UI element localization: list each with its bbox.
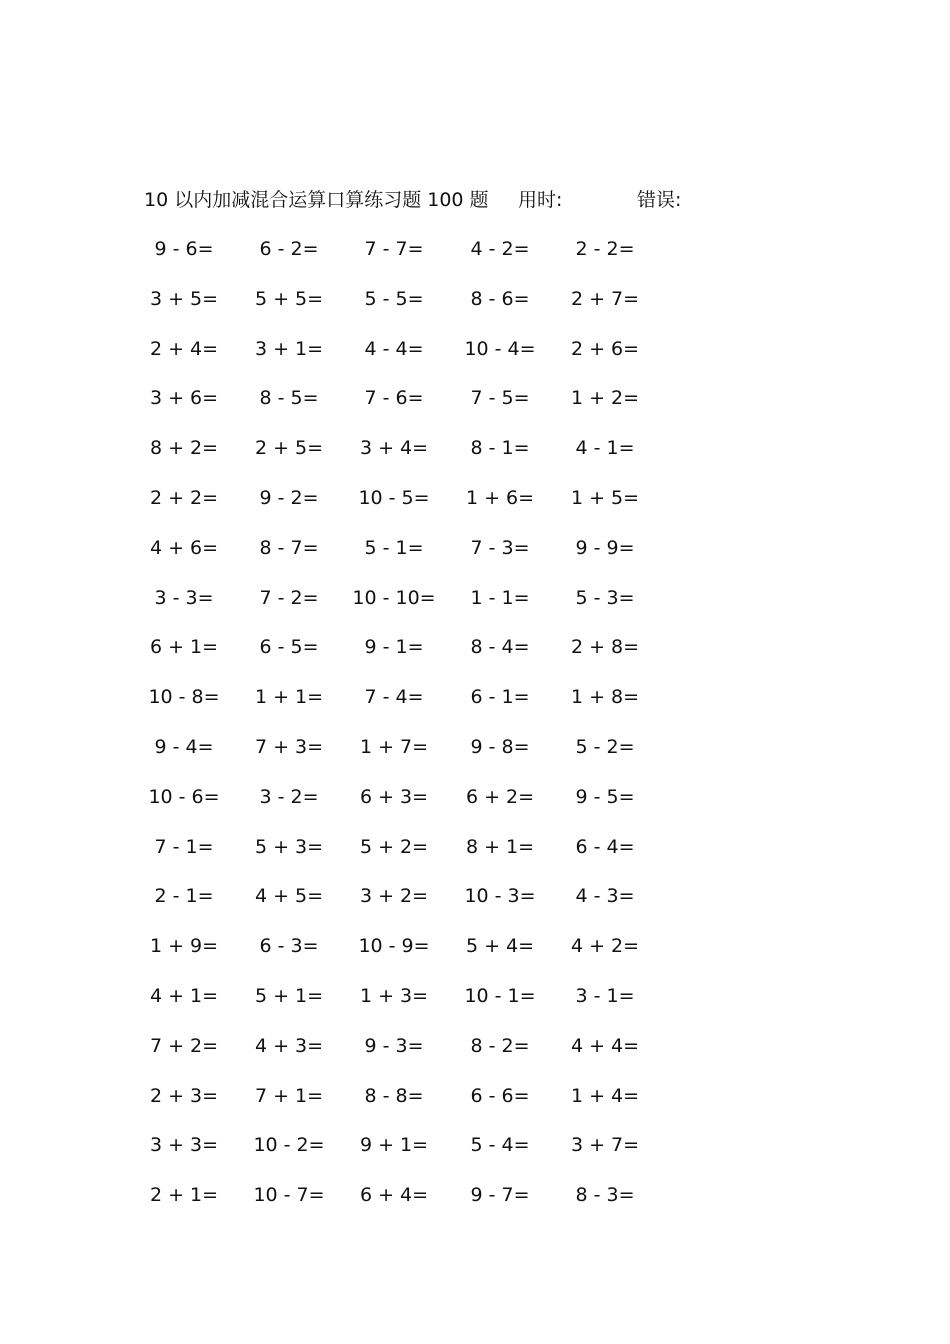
- problem-item: 4 - 1=: [575, 437, 635, 460]
- problem-item: 4 + 2=: [570, 935, 640, 958]
- problem-item: 4 - 4=: [364, 337, 424, 360]
- problem-item: 4 + 4=: [570, 1034, 640, 1057]
- problem-item: 8 + 2=: [149, 437, 219, 460]
- problem-row: [0, 434, 950, 484]
- problem-item: 10 - 2=: [253, 1134, 325, 1157]
- problem-item: 8 - 8=: [364, 1084, 424, 1107]
- problem-item: 7 - 3=: [470, 536, 530, 559]
- problem-item: 6 - 3=: [259, 935, 319, 958]
- problem-item: 4 - 3=: [575, 885, 635, 908]
- worksheet-title: 10 以内加减混合运算口算练习题 100 题: [144, 189, 489, 211]
- problem-item: 6 + 4=: [359, 1184, 429, 1207]
- time-used-label: 用时:: [518, 189, 563, 211]
- problem-item: 7 - 1=: [154, 835, 214, 858]
- problem-item: 10 - 4=: [464, 337, 536, 360]
- problem-item: 9 - 9=: [575, 536, 635, 559]
- problem-row: [0, 235, 950, 285]
- problem-row: [0, 982, 950, 1032]
- problem-item: 7 - 6=: [364, 387, 424, 410]
- problem-item: 7 + 1=: [254, 1084, 324, 1107]
- problem-row: [0, 1082, 950, 1132]
- problem-item: 8 - 5=: [259, 387, 319, 410]
- problem-item: 2 + 3=: [149, 1084, 219, 1107]
- problem-item: 6 - 6=: [470, 1084, 530, 1107]
- problem-item: 9 - 5=: [575, 785, 635, 808]
- problem-item: 3 + 1=: [254, 337, 324, 360]
- problem-item: 7 - 2=: [259, 586, 319, 609]
- problem-item: 6 + 1=: [149, 636, 219, 659]
- problem-item: 6 - 2=: [259, 238, 319, 260]
- problem-item: 1 + 2=: [570, 387, 640, 410]
- problem-row: [0, 534, 950, 584]
- problem-item: 8 - 1=: [470, 437, 530, 460]
- problem-item: 3 + 6=: [149, 387, 219, 410]
- problem-item: 6 + 3=: [359, 785, 429, 808]
- problem-item: 5 - 3=: [575, 586, 635, 609]
- problem-item: 9 - 7=: [470, 1184, 530, 1207]
- problem-item: 9 - 8=: [470, 735, 530, 758]
- problem-item: 4 + 6=: [149, 536, 219, 559]
- problem-item: 2 + 1=: [149, 1184, 219, 1207]
- problem-item: 4 + 5=: [254, 885, 324, 908]
- problem-item: 3 + 7=: [570, 1134, 640, 1157]
- problem-item: 2 + 8=: [570, 636, 640, 659]
- problem-item: 9 + 1=: [359, 1134, 429, 1157]
- problem-item: 2 + 5=: [254, 437, 324, 460]
- problem-item: 8 - 6=: [470, 287, 530, 310]
- problem-item: 1 + 9=: [149, 935, 219, 958]
- problem-item: 7 + 2=: [149, 1034, 219, 1057]
- problem-item: 5 + 1=: [254, 984, 324, 1007]
- problem-item: 5 + 5=: [254, 287, 324, 310]
- problem-row: [0, 285, 950, 335]
- problem-item: 9 - 6=: [154, 238, 214, 260]
- problem-item: 2 - 2=: [575, 238, 635, 260]
- problem-item: 1 + 6=: [465, 486, 535, 509]
- problem-item: 3 - 2=: [259, 785, 319, 808]
- problem-item: 1 + 4=: [570, 1084, 640, 1107]
- problem-item: 9 - 3=: [364, 1034, 424, 1057]
- problem-item: 3 + 4=: [359, 437, 429, 460]
- problem-item: 10 - 3=: [464, 885, 536, 908]
- problem-item: 3 - 1=: [575, 984, 635, 1007]
- problem-row: [0, 584, 950, 634]
- problem-item: 5 - 5=: [364, 287, 424, 310]
- problem-item: 5 + 2=: [359, 835, 429, 858]
- problem-item: 5 + 3=: [254, 835, 324, 858]
- errors-label: 错误:: [637, 189, 682, 211]
- problem-item: 9 - 2=: [259, 486, 319, 509]
- problem-item: 6 - 4=: [575, 835, 635, 858]
- problem-item: 6 - 5=: [259, 636, 319, 659]
- problem-row: [0, 783, 950, 833]
- problem-row: [0, 1131, 950, 1181]
- problem-item: 7 - 7=: [364, 238, 424, 260]
- problem-item: 4 - 2=: [470, 238, 530, 260]
- problem-item: 6 - 1=: [470, 686, 530, 709]
- problem-item: 9 - 4=: [154, 735, 214, 758]
- problem-row: [0, 833, 950, 883]
- problem-item: 1 + 8=: [570, 686, 640, 709]
- problem-item: 3 - 3=: [154, 586, 214, 609]
- problem-item: 8 - 2=: [470, 1034, 530, 1057]
- problem-item: 10 - 6=: [148, 785, 220, 808]
- problem-row: [0, 384, 950, 434]
- problem-item: 8 - 7=: [259, 536, 319, 559]
- problem-item: 10 - 9=: [358, 935, 430, 958]
- problem-item: 10 - 1=: [464, 984, 536, 1007]
- problem-item: 8 + 1=: [465, 835, 535, 858]
- problem-item: 1 + 3=: [359, 984, 429, 1007]
- problem-item: 5 + 4=: [465, 935, 535, 958]
- problem-item: 9 - 1=: [364, 636, 424, 659]
- problem-item: 4 + 3=: [254, 1034, 324, 1057]
- problem-item: 3 + 2=: [359, 885, 429, 908]
- problem-item: 2 + 7=: [570, 287, 640, 310]
- problem-row: [0, 633, 950, 683]
- problem-row: [0, 932, 950, 982]
- problem-row: [0, 882, 950, 932]
- problem-item: 1 + 1=: [254, 686, 324, 709]
- problem-item: 6 + 2=: [465, 785, 535, 808]
- problem-item: 4 + 1=: [149, 984, 219, 1007]
- problem-item: 10 - 5=: [358, 486, 430, 509]
- problem-item: 10 - 10=: [352, 586, 436, 609]
- problem-item: 2 + 4=: [149, 337, 219, 360]
- problem-grid: [0, 235, 950, 1231]
- problem-item: 5 - 1=: [364, 536, 424, 559]
- problem-item: 8 - 4=: [470, 636, 530, 659]
- problem-item: 3 + 5=: [149, 287, 219, 310]
- problem-item: 5 - 2=: [575, 735, 635, 758]
- problem-item: 10 - 8=: [148, 686, 220, 709]
- problem-row: [0, 733, 950, 783]
- problem-row: [0, 1032, 950, 1082]
- problem-item: 2 + 2=: [149, 486, 219, 509]
- problem-row: [0, 683, 950, 733]
- problem-item: 2 - 1=: [154, 885, 214, 908]
- problem-item: 7 - 5=: [470, 387, 530, 410]
- problem-item: 7 - 4=: [364, 686, 424, 709]
- problem-row: [0, 335, 950, 385]
- problem-item: 7 + 3=: [254, 735, 324, 758]
- problem-item: 1 + 7=: [359, 735, 429, 758]
- problem-item: 1 + 5=: [570, 486, 640, 509]
- problem-item: 2 + 6=: [570, 337, 640, 360]
- problem-item: 1 - 1=: [470, 586, 530, 609]
- problem-item: 5 - 4=: [470, 1134, 530, 1157]
- problem-item: 8 - 3=: [575, 1184, 635, 1207]
- problem-row: [0, 484, 950, 534]
- problem-item: 10 - 7=: [253, 1184, 325, 1207]
- problem-item: 3 + 3=: [149, 1134, 219, 1157]
- problem-row: [0, 1181, 950, 1231]
